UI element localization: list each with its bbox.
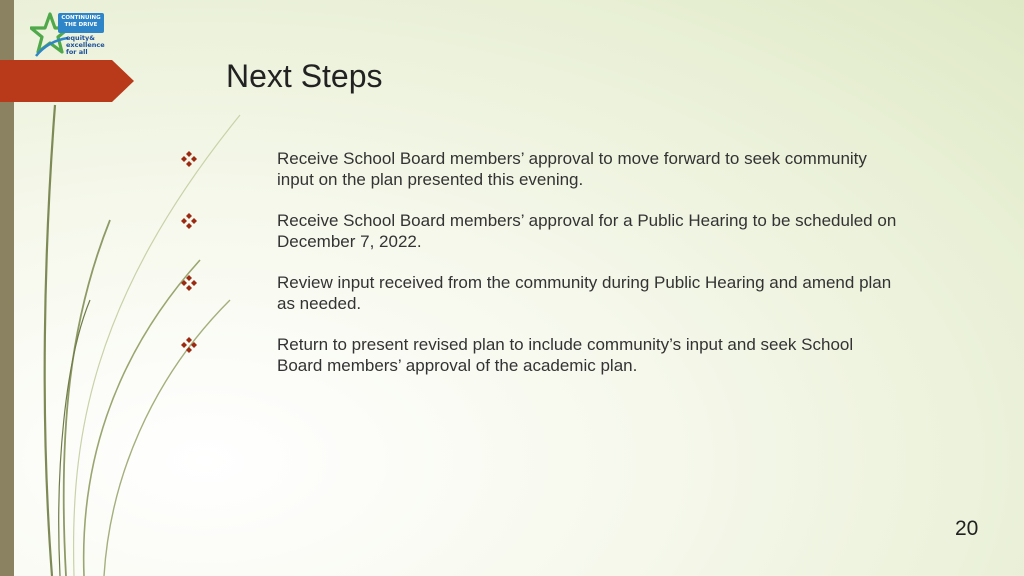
logo-text-excellence: excellence (66, 41, 105, 49)
bullet-text: Return to present revised plan to include community’s input and seek School Board members’ approval of the academic plan. (277, 335, 854, 375)
bullet-text: Receive School Board members’ approval for a Public Hearing to be scheduled on December 7, 2022. (277, 211, 897, 251)
logo-text-the-drive: THE DRIVE (64, 22, 98, 28)
logo-text-continuing: CONTINUING (61, 15, 101, 21)
diamond-bullet-icon (180, 274, 198, 292)
bullet-item (180, 334, 900, 396)
bullet-item (180, 210, 900, 272)
slide-number: 20 (955, 517, 979, 540)
bullet-text: Receive School Board members’ approval to move forward to seek community input on the plan presented this evening. (277, 149, 867, 189)
slide-title: Next Steps (226, 58, 383, 94)
bullet-text: Review input received from the community during Public Hearing and amend plan as needed. (277, 273, 892, 313)
logo-text-equity: equity& (66, 34, 95, 42)
diamond-bullet-icon (180, 150, 198, 168)
bullet-item (180, 148, 900, 210)
logo (30, 10, 120, 60)
logo-text-for-all: for all (66, 48, 88, 56)
title-arrow-shape (0, 60, 134, 102)
bullet-list (180, 148, 900, 396)
bullet-item (180, 272, 900, 334)
diamond-bullet-icon (180, 336, 198, 354)
diamond-bullet-icon (180, 212, 198, 230)
